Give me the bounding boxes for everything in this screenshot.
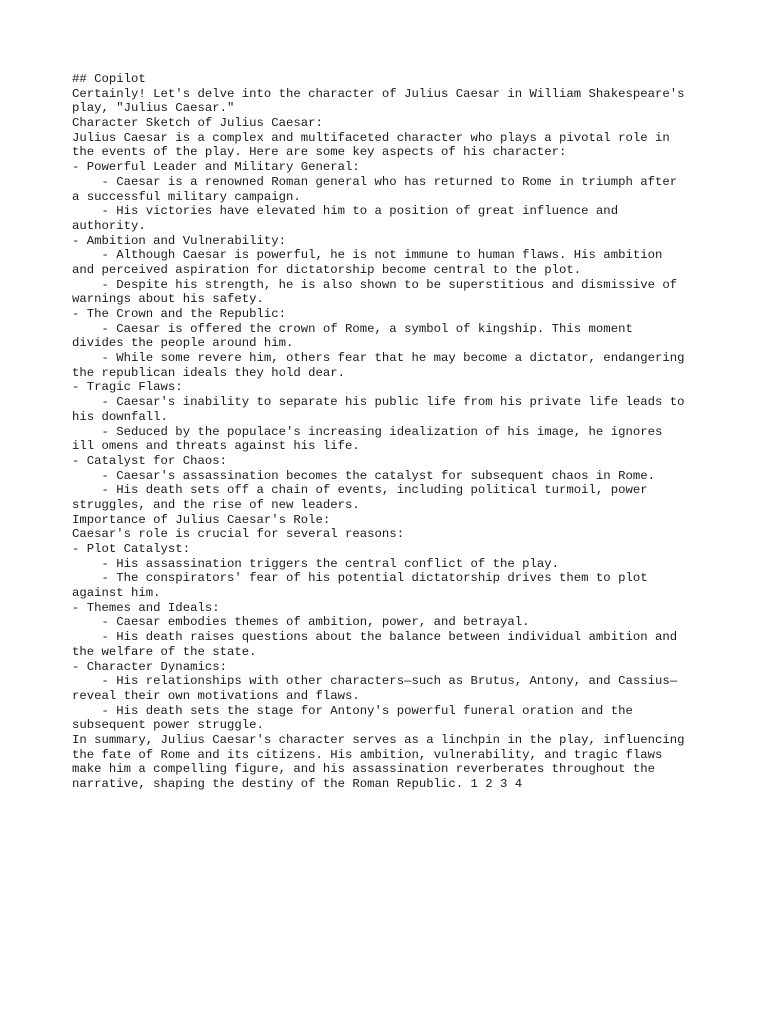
text-line: - Ambition and Vulnerability: <box>72 233 287 248</box>
text-line: Importance of Julius Caesar's Role: <box>72 512 331 527</box>
text-line: his downfall. <box>72 409 168 424</box>
text-line: reveal their own motivations and flaws. <box>72 688 360 703</box>
text-line: authority. <box>72 218 146 233</box>
text-line: - While some revere him, others fear that he may become a dictator, endangering <box>72 351 685 366</box>
document-heading: ## Copilot <box>72 72 146 86</box>
text-line: - His assassination triggers the central conflict of the play. <box>72 556 560 571</box>
text-line: the events of the play. Here are some key aspects of his character: <box>72 145 567 160</box>
text-line: Caesar's role is crucial for several reasons: <box>72 527 405 542</box>
text-line: - His relationships with other characters—such as Brutus, Antony, and Cassius— <box>72 674 678 689</box>
text-line: Certainly! Let's delve into the character of Julius Caesar in William Shakespeare's <box>72 86 685 101</box>
text-line: the welfare of the state. <box>72 644 257 659</box>
text-line: and perceived aspiration for dictatorship become central to the plot. <box>72 262 582 277</box>
text-line: - Tragic Flaws: <box>72 380 183 395</box>
text-line: - Caesar's assassination becomes the catalyst for subsequent chaos in Rome. <box>72 468 655 483</box>
text-line: - Themes and Ideals: <box>72 600 220 615</box>
text-line: struggles, and the rise of new leaders. <box>72 497 360 512</box>
text-line: - Plot Catalyst: <box>72 542 191 556</box>
text-line: the republican ideals they hold dear. <box>72 365 346 380</box>
text-line: In summary, Julius Caesar's character serves as a linchpin in the play, influencing <box>72 732 685 747</box>
text-line: subsequent power struggle. <box>72 718 264 733</box>
text-line: - Although Caesar is powerful, he is not immune to human flaws. His ambition <box>72 248 663 263</box>
text-line: divides the people around him. <box>72 336 294 351</box>
text-line: the fate of Rome and its citizens. His ambition, vulnerability, and tragic flaws <box>72 747 663 762</box>
text-line: - His death raises questions about the balance between individual ambition and <box>72 630 678 645</box>
text-line: Julius Caesar is a complex and multifaceted character who plays a pivotal role in <box>72 130 670 145</box>
text-line: ill omens and threats against his life. <box>72 439 360 454</box>
document-body <box>72 72 712 792</box>
text-line: - Caesar is a renowned Roman general who has returned to Rome in triumph after <box>72 174 678 189</box>
text-line: - The Crown and the Republic: <box>72 307 287 321</box>
text-line: - Caesar embodies themes of ambition, power, and betrayal. <box>72 615 530 630</box>
text-line: - Powerful Leader and Military General: <box>72 160 360 175</box>
text-line: - The conspirators' fear of his potential dictatorship drives them to plot <box>72 571 648 586</box>
text-line: warnings about his safety. <box>72 292 264 307</box>
text-line: - His victories have elevated him to a position of great influence and <box>72 204 619 219</box>
text-line: a successful military campaign. <box>72 189 301 204</box>
text-line: against him. <box>72 586 161 601</box>
text-line: - Catalyst for Chaos: <box>72 453 227 468</box>
text-line: make him a compelling figure, and his assassination reverberates throughout the <box>72 762 655 777</box>
text-line: Character Sketch of Julius Caesar: <box>72 116 323 131</box>
text-line: - Seduced by the populace's increasing idealization of his image, he ignores <box>72 424 663 439</box>
text-line: - His death sets the stage for Antony's powerful funeral oration and the <box>72 703 633 718</box>
text-line: - Caesar is offered the crown of Rome, a symbol of kingship. This moment <box>72 321 633 336</box>
text-line: - Despite his strength, he is also shown to be superstitious and dismissive of <box>72 277 678 292</box>
text-line: - Character Dynamics: <box>72 659 227 674</box>
text-line: - His death sets off a chain of events, including political turmoil, power <box>72 483 648 498</box>
text-line: narrative, shaping the destiny of the Roman Republic. 1 2 3 4 <box>72 777 523 791</box>
text-line: play, "Julius Caesar." <box>72 101 235 116</box>
text-line: - Caesar's inability to separate his public life from his private life leads to <box>72 395 685 410</box>
